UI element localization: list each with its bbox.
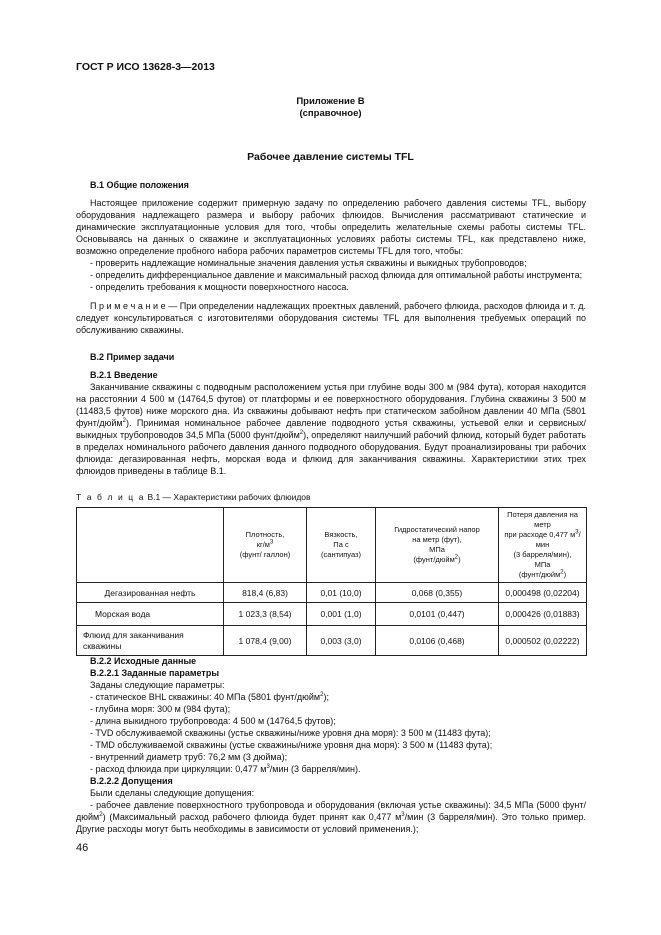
header-text: (3 барреля/мин), xyxy=(513,550,572,559)
paragraph-part: ). Принимая номинальное рабочее давление подводного устья скважины, устьевой елки и сервисных/выкидных трубопроводов 34,5 МПа (5000 фунт/дюйм xyxy=(76,418,586,440)
header-cell-loss xyxy=(499,508,587,583)
cell-viscosity: 0,003 (3,0) xyxy=(307,626,376,656)
list-item: - определить требования к мощности поверхностного насоса. xyxy=(90,282,349,292)
list-item: - внутренний диаметр труб: 76,2 мм (3 дюйма); xyxy=(90,752,288,762)
section-b21-heading: В.2.1 Введение xyxy=(90,370,158,380)
cell-fluid-name: Дегазированная нефть xyxy=(77,583,224,603)
cell-fluid-name: Морская вода xyxy=(77,603,224,626)
list-item-part: /мин (3 барреля/мин). xyxy=(269,764,361,774)
table-row xyxy=(77,583,587,603)
cell-fluid-name: Флюид для заканчивания скважины xyxy=(77,626,224,656)
cell-viscosity: 0,001 (1,0) xyxy=(307,603,376,626)
header-text: Вязкость, xyxy=(324,530,358,539)
cell-loss: 0,000498 (0,02204) xyxy=(499,583,587,603)
header-text xyxy=(502,570,583,580)
assumption-part: - рабочее давление поверхностного трубопровода и оборудования (включая устье скважины): 34,5 МПа (5000 фунт/дюйм xyxy=(76,800,586,822)
paragraph-part: Заканчивание скважины с подводным расположением устья при глубине воды 300 м (984 фута), которая находится на расстоянии 4 500 м (14764,5 футов) от платформы и ее поверхностного оборудования. Глубина скважины 3 500 м (11483,5 футов) ниже морского дна. Из скважины добывают нефть при статическом забойном давлении 40 МПа (5801 фунт/дюйм xyxy=(76,382,586,428)
document-code: ГОСТ Р ИСО 13628-3—2013 xyxy=(76,61,215,73)
header-text: (сантипуаз) xyxy=(321,550,361,559)
fluid-table xyxy=(76,507,587,656)
section-b22-heading: В.2.2 Исходные данные xyxy=(90,656,197,666)
cell-loss: 0,000426 (0,01883) xyxy=(499,603,587,626)
header-text xyxy=(502,530,583,550)
section-b2-heading: В.2 Пример задачи xyxy=(90,352,175,362)
superscript: 2 xyxy=(560,569,564,576)
params-intro: Заданы следующие параметры: xyxy=(90,680,225,690)
note xyxy=(76,300,586,336)
header-text: Потеря давления на метр xyxy=(507,510,578,529)
header-cell-viscosity xyxy=(307,508,376,583)
cell-density: 818,4 (6,83) xyxy=(224,583,307,603)
header-text-part: ) xyxy=(563,570,567,579)
list-item-part: - расход флюида при циркуляции: 0,477 м xyxy=(90,764,267,774)
cell-head: 0,068 (0,355) xyxy=(376,583,499,603)
section-b1 xyxy=(76,179,586,336)
list-item-part: - статическое BHL скважины: 40 МПа (5801 фунт/дюйм xyxy=(90,692,321,702)
assumption-item xyxy=(76,799,586,835)
superscript: 3 xyxy=(269,539,274,546)
header-text xyxy=(379,555,495,565)
note-text: — При определении надлежащих проектных давлений, рабочего флюида, расходов флюида и т. д. следует консультироваться с изготовителями оборудования системы TFL для выполнения требуемых операций по обслуживанию скважины. xyxy=(76,301,586,335)
assumptions-intro: Были сделаны следующие допущения: xyxy=(90,788,255,798)
main-title: Рабочее давление системы TFL xyxy=(247,151,414,163)
list-item: - длина выкидного трубопровода: 4 500 м (14764,5 футов); xyxy=(90,716,336,726)
list-item: - глубина моря: 300 м (984 фута); xyxy=(90,704,231,714)
list-item-part: ); xyxy=(323,692,329,702)
superscript: 3 xyxy=(575,529,579,536)
section-b222-heading: В.2.2.2 Допущения xyxy=(90,776,173,786)
header-text-part: кг/м xyxy=(256,540,270,549)
appendix-subtitle: (справочное) xyxy=(299,108,362,119)
table-row xyxy=(77,603,587,626)
table-caption-label: Т а б л и ц а xyxy=(76,492,146,502)
cell-viscosity: 0,01 (10,0) xyxy=(307,583,376,603)
section-b22 xyxy=(76,655,586,835)
header-cell-density xyxy=(224,508,307,583)
header-text: Плотность, xyxy=(245,530,285,539)
header-text-part: /мин xyxy=(535,530,581,549)
list-item: - определить дифференциальное давление и максимальный расход флюида для оптимальной работы инструмента; xyxy=(90,270,583,280)
table-row xyxy=(77,626,587,656)
cell-loss: 0,000502 (0,02222) xyxy=(499,626,587,656)
superscript: 2 xyxy=(320,692,324,698)
superscript: 3 xyxy=(266,764,270,770)
header-text: (фунт/ галлон) xyxy=(239,550,291,559)
header-text-part: (фунт/дюйм xyxy=(413,555,455,564)
section-b2 xyxy=(76,351,586,477)
section-b21-paragraph xyxy=(76,381,586,477)
table-caption-text: В.1 — Характеристики рабочих флюидов xyxy=(147,492,311,502)
table-caption xyxy=(76,491,311,503)
header-text: МПа xyxy=(534,560,551,569)
section-b1-heading: В.1 Общие положения xyxy=(90,180,189,190)
list-item: - проверить надлежащие номинальные значения давления устья скважины и выкидных трубопроводов; xyxy=(90,258,527,268)
header-text-part: (фунт/дюйм xyxy=(518,570,561,579)
section-b221-heading: В.2.2.1 Заданные параметры xyxy=(90,668,220,678)
table-header-row xyxy=(77,508,587,583)
superscript: 2 xyxy=(454,554,459,561)
header-text-part: при расходе 0,477 м xyxy=(504,530,576,539)
list-item xyxy=(76,691,586,703)
header-text-part: ) xyxy=(458,555,461,564)
appendix-title: Приложение В xyxy=(296,96,365,107)
header-text: Гидростатический напор xyxy=(394,525,480,534)
header-cell-name xyxy=(77,508,224,583)
header-text xyxy=(227,540,303,550)
cell-density: 1 078,4 (9,00) xyxy=(224,626,307,656)
header-cell-head xyxy=(376,508,499,583)
header-text: Па с xyxy=(333,540,349,549)
assumption-part: /мин (3 барреля/мин). Это только пример. Другие расходы могут быть необходимы в зависимости от условий применения.); xyxy=(76,812,586,834)
superscript: 2 xyxy=(299,430,304,436)
list-item: - TMD обслуживаемой скважины (устье скважины/ниже уровня дна моря): 3 500 м (11483 фута); xyxy=(90,740,493,750)
paragraph-part: ), определяют наилучший рабочий флюид, который будет работать в пределах номинального рабочего давления данного подводного оборудования. Будут проанализированы три рабочих флюида: дегазированная нефть, морская вода и флюид для заканчивания скважины. Характеристики этих трех флюидов приведены в таблице В.1. xyxy=(76,430,586,476)
cell-head: 0,0101 (0,447) xyxy=(376,603,499,626)
list-item: - TVD обслуживаемой скважины (устье скважины/ниже уровня дна моря): 3 500 м (11483 фута); xyxy=(90,728,491,738)
cell-density: 1 023,3 (8,54) xyxy=(224,603,307,626)
page-number: 46 xyxy=(76,842,89,854)
assumption-part: ) (Максимальный расход рабочего флюида будет принят как 0,477 м xyxy=(102,812,402,822)
superscript: 2 xyxy=(99,812,103,818)
superscript: 3 xyxy=(401,812,405,818)
note-label: П р и м е ч а н и е xyxy=(90,301,166,311)
list-item xyxy=(76,763,586,775)
superscript: 2 xyxy=(122,418,126,424)
section-b1-paragraph: Настоящее приложение содержит примерную задачу по определению рабочего давления системы TFL, выбору оборудования надлежащего размера и выбору рабочих флюидов. Вычисления рассматривают статические и динамические эксплуатационные условия для того, чтобы определить желательные схемы работы системы TFL. Основываясь на данных о скважине и эксплуатационных условиях работы системы TFL, как представлено ниже, возможно определение пробного набора рабочих параметров системы TFL для того, чтобы: xyxy=(76,198,586,256)
cell-head: 0,0106 (0,468) xyxy=(376,626,499,656)
header-text: на метр (фут), xyxy=(412,535,462,544)
header-text: МПа xyxy=(429,545,445,554)
